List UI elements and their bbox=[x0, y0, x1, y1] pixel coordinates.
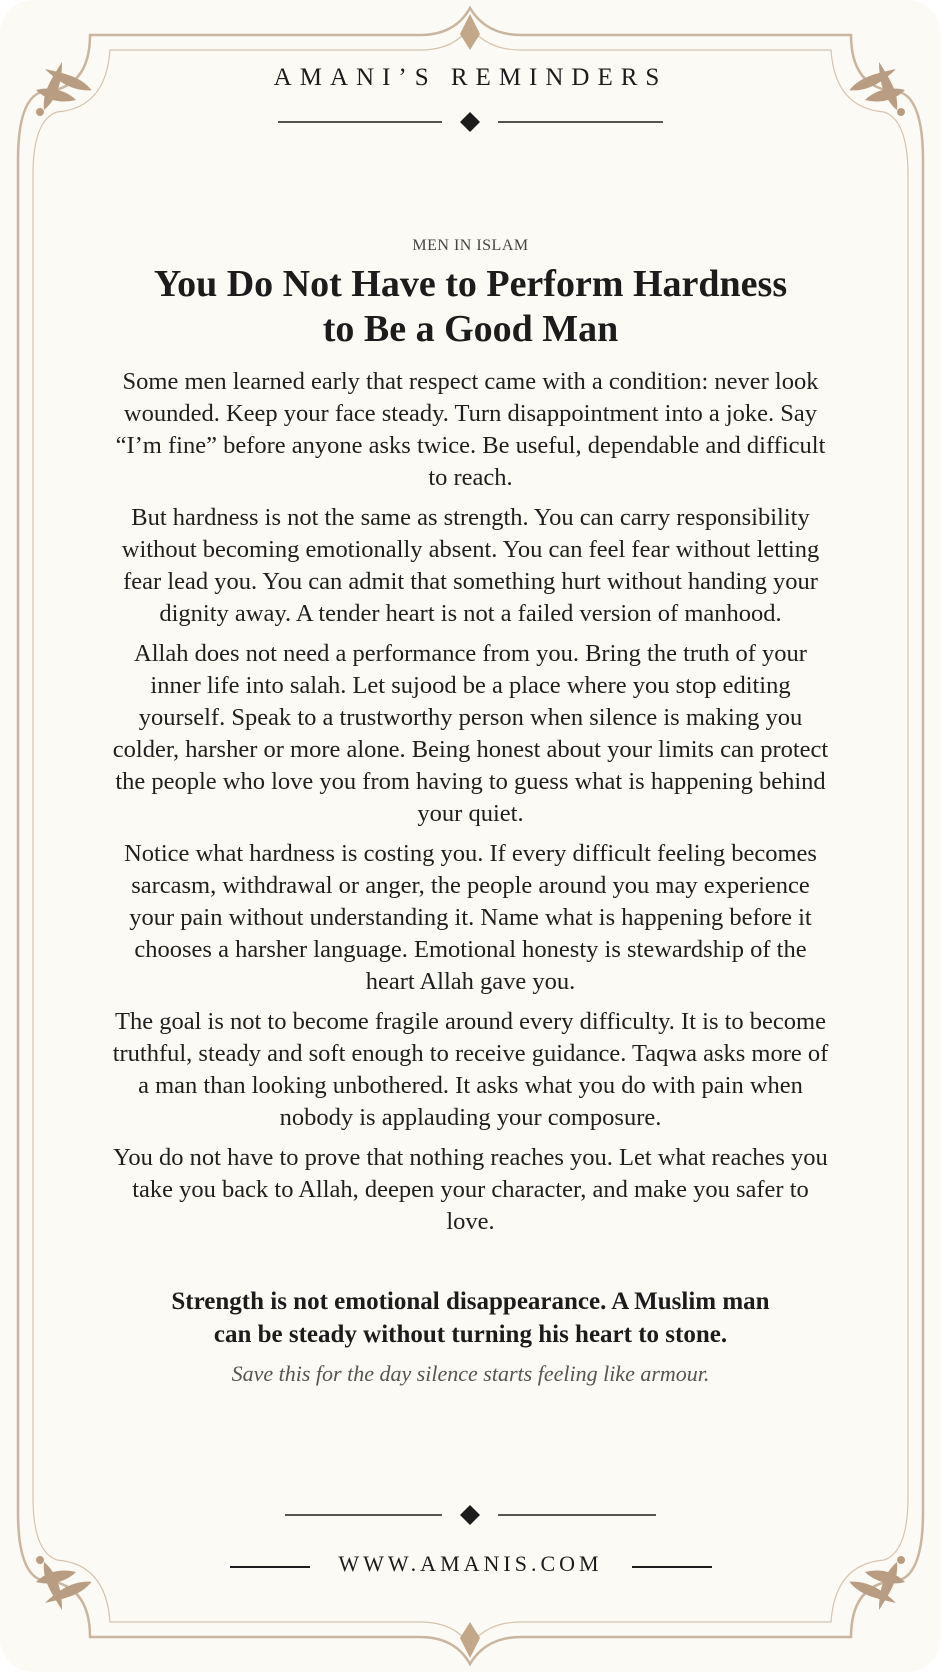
body-paragraph: Allah does not need a performance from you. Bring the truth of your inner life into salah. Let sujood be a place where you stop editing yourself. Speak to a trustworthy person when silence is making you colder, harsher or more alone. Being honest about your limits can protect the people who love you from having to guess what is happening behind your quiet. bbox=[112, 640, 829, 827]
article-title bbox=[80, 262, 861, 352]
conclusion-line-2: can be steady without turning his heart to stone. bbox=[213, 1321, 728, 1348]
body-paragraph: The goal is not to become fragile around every difficulty. It is to become truthful, steady and soft enough to receive guidance. Taqwa asks more of a man than looking unbothered. It asks what you do with pain when nobody is applauding your composure. bbox=[112, 1008, 829, 1131]
footer bbox=[0, 1551, 941, 1581]
conclusion-statement bbox=[110, 1285, 831, 1351]
title-line-2: to Be a Good Man bbox=[322, 308, 619, 350]
body-paragraph: Some men learned early that respect came with a condition: never look wounded. Keep your face steady. Turn disappointment into a joke. Say “I’m fine” before anyone asks twice. Be useful, dependable and difficult to reach. bbox=[115, 368, 826, 491]
title-line-1: You Do Not Have to Perform Hardness bbox=[153, 263, 788, 305]
body-paragraph: But hardness is not the same as strength. You can carry responsibility without becoming emotionally absent. You can feel fear without letting fear lead you. You can admit that something hurt without handing your dignity away. A tender heart is not a failed version of manhood. bbox=[121, 504, 820, 627]
brand-name: AMANI’S REMINDERS bbox=[273, 64, 668, 91]
diamond-icon bbox=[460, 112, 480, 132]
footer-rule-right bbox=[632, 1566, 712, 1568]
body-paragraph: You do not have to prove that nothing reaches you. Let what reaches you take you back to Allah, deepen your character, and make you safer to love. bbox=[113, 1144, 828, 1235]
conclusion-line-1: Strength is not emotional disappearance. A Muslim man bbox=[171, 1288, 770, 1315]
body-paragraph: Notice what hardness is costing you. If every difficult feeling becomes sarcasm, withdrawal or anger, the people around you may experience your pain without understanding it. Name what is happening before it chooses a harsher language. Emotional honesty is stewardship of the heart Allah gave you. bbox=[124, 840, 817, 995]
bottom-divider bbox=[0, 1503, 941, 1527]
article-category: MEN IN ISLAM bbox=[412, 237, 529, 254]
website-link[interactable]: WWW.AMANIS.COM bbox=[338, 1551, 603, 1576]
top-divider bbox=[0, 110, 941, 134]
article-body bbox=[110, 366, 831, 1246]
diamond-icon bbox=[460, 1505, 480, 1525]
save-note: Save this for the day silence starts feeling like armour. bbox=[231, 1361, 710, 1386]
